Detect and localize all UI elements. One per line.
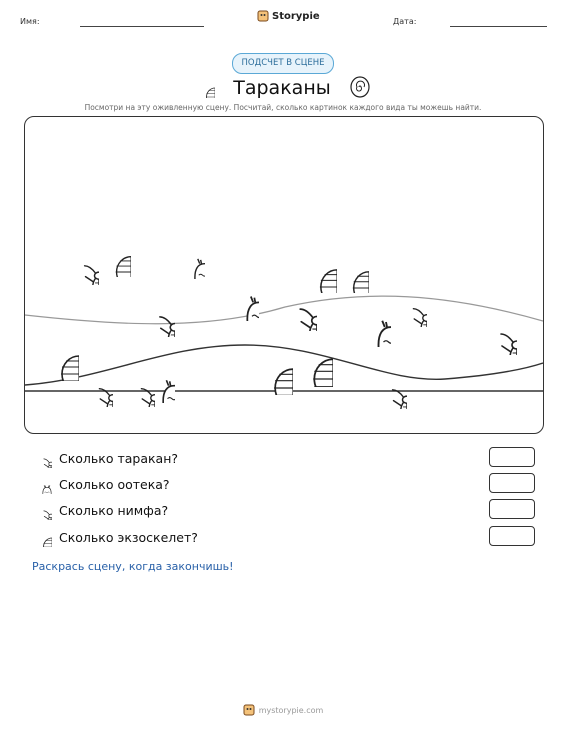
cockroach-icon — [32, 448, 52, 468]
exoskeleton — [353, 272, 385, 304]
date-field[interactable] — [450, 26, 547, 27]
brand-logo — [257, 10, 320, 22]
exoskeleton — [274, 369, 312, 407]
spiral-icon — [349, 76, 371, 98]
color-instruction: Раскрась сцену, когда закончишь! — [32, 560, 234, 573]
question-text: Сколько оотека? — [59, 476, 170, 492]
cockroach — [160, 317, 190, 352]
date-label: Дата: — [393, 17, 417, 26]
exoskeleton — [116, 257, 147, 288]
ground-line-back — [25, 296, 543, 324]
cockroach — [300, 309, 334, 348]
answer-box[interactable] — [489, 499, 535, 519]
cockroach — [85, 266, 114, 299]
exoskeleton-icon — [32, 527, 52, 547]
question-row — [32, 500, 168, 520]
counting-scene — [24, 116, 544, 434]
storypie-icon — [243, 704, 255, 716]
question-row — [32, 448, 178, 468]
ootheca — [163, 380, 185, 427]
storypie-icon — [257, 10, 269, 22]
ootheca — [247, 297, 270, 347]
name-field[interactable] — [80, 26, 204, 27]
ootheca-icon — [32, 474, 52, 494]
question-text: Сколько экзоскелет? — [59, 529, 198, 545]
title-text: Тараканы — [233, 77, 331, 99]
footer-url[interactable]: mystorypie.com — [258, 705, 324, 715]
answer-box[interactable] — [489, 473, 535, 493]
nymph-icon — [32, 500, 52, 520]
cockroach — [99, 389, 126, 420]
brand-name: Storypie — [272, 10, 320, 22]
cockroach — [393, 390, 422, 423]
question-row — [32, 527, 198, 547]
ootheca — [195, 259, 214, 300]
answer-box[interactable] — [489, 447, 535, 467]
page-title — [0, 76, 566, 99]
category-badge: ПОДСЧЕТ В СЦЕНЕ — [232, 53, 334, 74]
question-text: Сколько таракан? — [59, 450, 179, 466]
answer-box[interactable] — [489, 526, 535, 546]
question-row — [32, 474, 170, 494]
question-text: Сколько нимфа? — [59, 502, 169, 518]
exoskeleton-icon — [195, 76, 215, 98]
name-label: Имя: — [20, 17, 40, 26]
cockroach — [501, 334, 533, 371]
footer — [0, 704, 566, 716]
instructions: Посмотри на эту оживленную сцену. Посчитай, сколько картинок каждого вида ты можешь найти. — [84, 103, 482, 112]
cockroach — [413, 309, 440, 340]
ootheca — [379, 321, 404, 375]
exoskeleton — [313, 359, 353, 399]
